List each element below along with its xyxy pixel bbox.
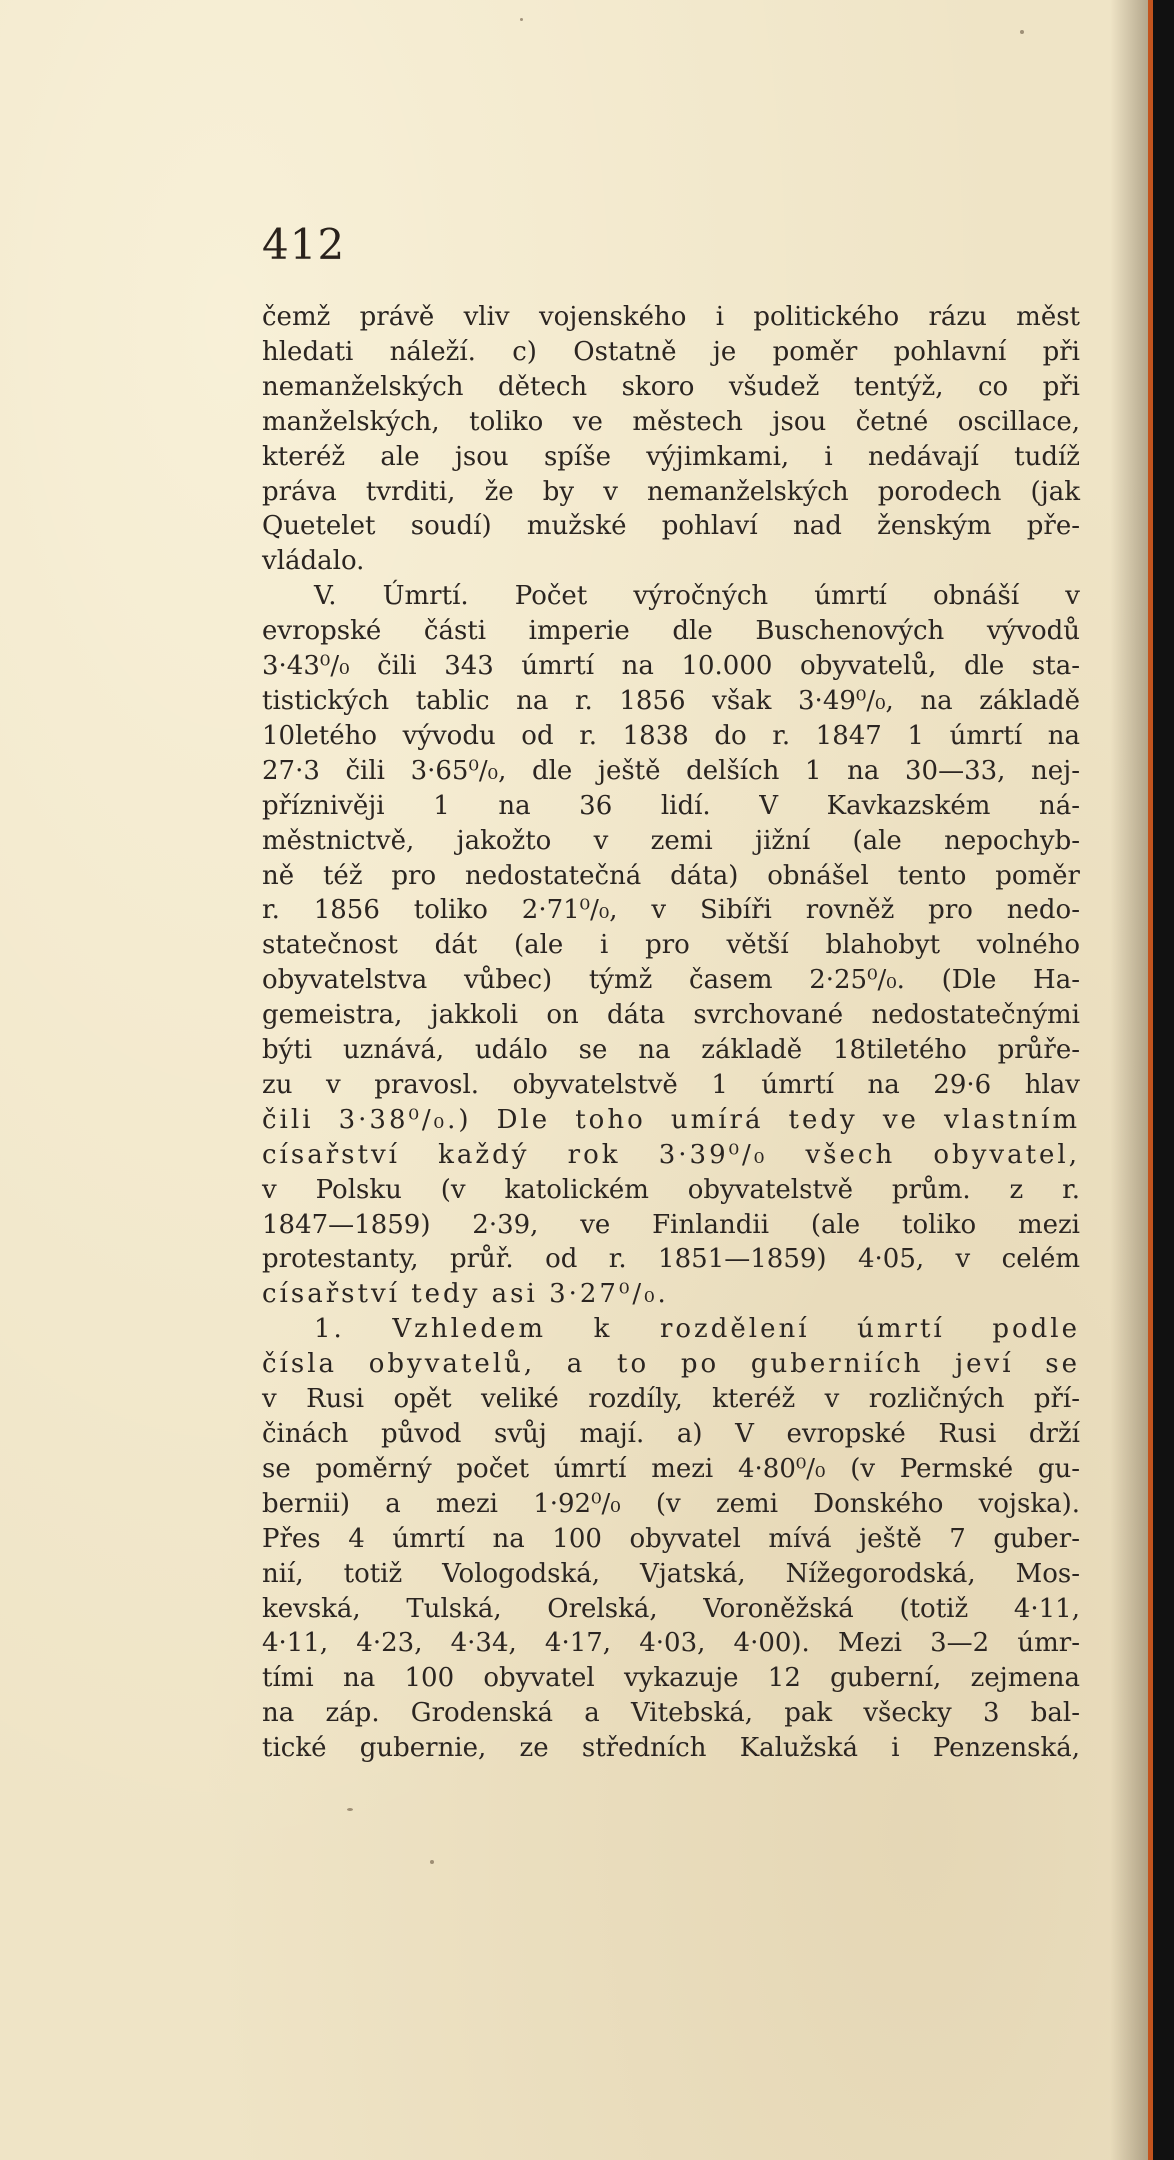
text-line: tistických tablic na r. 1856 však 3·49⁰/₀, na základě <box>262 685 1080 716</box>
text-line: hledati náleží. c) Ostatně je poměr pohlavní při <box>262 336 1080 367</box>
text-line: statečnost dát (ale i pro větší blahobyt volného <box>262 930 1080 961</box>
text-line: protestanty, průř. od r. 1851—1859) 4·05, v celém <box>262 1244 1080 1275</box>
text-line: tími na 100 obyvatel vykazuje 12 guberní, zejmena <box>262 1663 1080 1694</box>
text-line: kevská, Tulská, Orelská, Voroněžská (totiž 4·11, <box>262 1593 1080 1624</box>
text-line: císařství tedy asi 3·27⁰/₀. <box>262 1279 669 1310</box>
section-heading-line: V. Úmrtí. Počet výročných úmrtí obnáší v <box>314 581 1080 612</box>
text-line: zu v pravosl. obyvatelstvě 1 úmrtí na 29·6 hlav <box>262 1069 1080 1100</box>
text-line: 3·43⁰/₀ čili 343 úmrtí na 10.000 obyvatelů, dle sta- <box>262 651 1080 682</box>
text-line: 27·3 čili 3·65⁰/₀, dle ještě delších 1 na 30—33, nej- <box>262 755 1080 786</box>
text-line: nemanželských dětech skoro všudež tentýž, co při <box>262 371 1080 402</box>
text-line: nií, totiž Vologodská, Vjatská, Nížegorodská, Mos- <box>262 1558 1080 1589</box>
text-line: čili 3·38⁰/₀.) Dle toho umírá tedy ve vlastním <box>262 1104 1080 1135</box>
text-line: na záp. Grodenská a Vitebská, pak všecky 3 bal- <box>262 1698 1080 1729</box>
text-line: kteréž ale jsou spíše výjimkami, i nedávají tudíž <box>262 441 1080 472</box>
section-heading-line: 1. Vzhledem k rozdělení úmrtí podle <box>314 1314 1080 1345</box>
text-line: činách původ svůj mají. a) V evropské Rusi drží <box>262 1419 1080 1449</box>
text-line: 10letého vývodu od r. 1838 do r. 1847 1 úmrtí na <box>262 720 1080 751</box>
text-line: evropské části imperie dle Buschenových vývodů <box>262 616 1080 647</box>
text-line: 4·11, 4·23, 4·34, 4·17, 4·03, 4·00). Mezi 3—2 úmr- <box>262 1628 1080 1659</box>
body-text <box>262 300 1080 1766</box>
text-line: býti uznává, událo se na základě 18tiletého průře- <box>262 1035 1080 1066</box>
text-line: bernii) a mezi 1·92⁰/₀ (v zemi Donského vojska). <box>262 1488 1080 1519</box>
text-line: Quetelet soudí) mužské pohlaví nad ženským pře- <box>262 511 1080 542</box>
text-line: gemeistra, jakkoli on dáta svrchované nedostatečnými <box>262 1000 1080 1031</box>
text-line: 1847—1859) 2·39, ve Finlandii (ale toliko mezi <box>262 1209 1080 1240</box>
text-line: čemž právě vliv vojenského i politického rázu měst <box>262 302 1080 332</box>
text-line: v Polsku (v katolickém obyvatelstvě prům. z r. <box>262 1174 1080 1205</box>
text-line: ně též pro nedostatečná dáta) obnášel tento poměr <box>262 860 1080 891</box>
text-line: v Rusi opět veliké rozdíly, kteréž v rozličných pří- <box>262 1384 1080 1415</box>
text-line: císařství každý rok 3·39⁰/₀ všech obyvatel, <box>262 1139 1080 1170</box>
text-line: práva tvrditi, že by v nemanželských porodech (jak <box>262 476 1080 507</box>
text-line: příznivěji 1 na 36 lidí. V Kavkazském ná- <box>262 790 1080 821</box>
text-line: tické gubernie, ze středních Kalužská i Penzenská, <box>262 1733 1080 1764</box>
text-line: r. 1856 toliko 2·71⁰/₀, v Sibíři rovněž pro nedo- <box>262 895 1080 926</box>
book-edge-stripe <box>1148 0 1153 2160</box>
text-line: Přes 4 úmrtí na 100 obyvatel mívá ještě 7 guber- <box>262 1523 1080 1554</box>
text-line: vládalo. <box>262 546 365 577</box>
text-line: manželských, toliko ve městech jsou četné oscillace, <box>262 406 1080 437</box>
page-edge-shadow <box>1110 0 1150 2160</box>
text-line: obyvatelstva vůbec) týmž časem 2·25⁰/₀. (Dle Ha- <box>262 965 1080 996</box>
text-line: městnictvě, jakožto v zemi jižní (ale nepochyb- <box>262 825 1080 856</box>
page-number: 412 <box>262 220 346 269</box>
text-line: se poměrný počet úmrtí mezi 4·80⁰/₀ (v Permské gu- <box>262 1453 1080 1484</box>
text-line: čísla obyvatelů, a to po guberniích jeví se <box>262 1349 1080 1380</box>
